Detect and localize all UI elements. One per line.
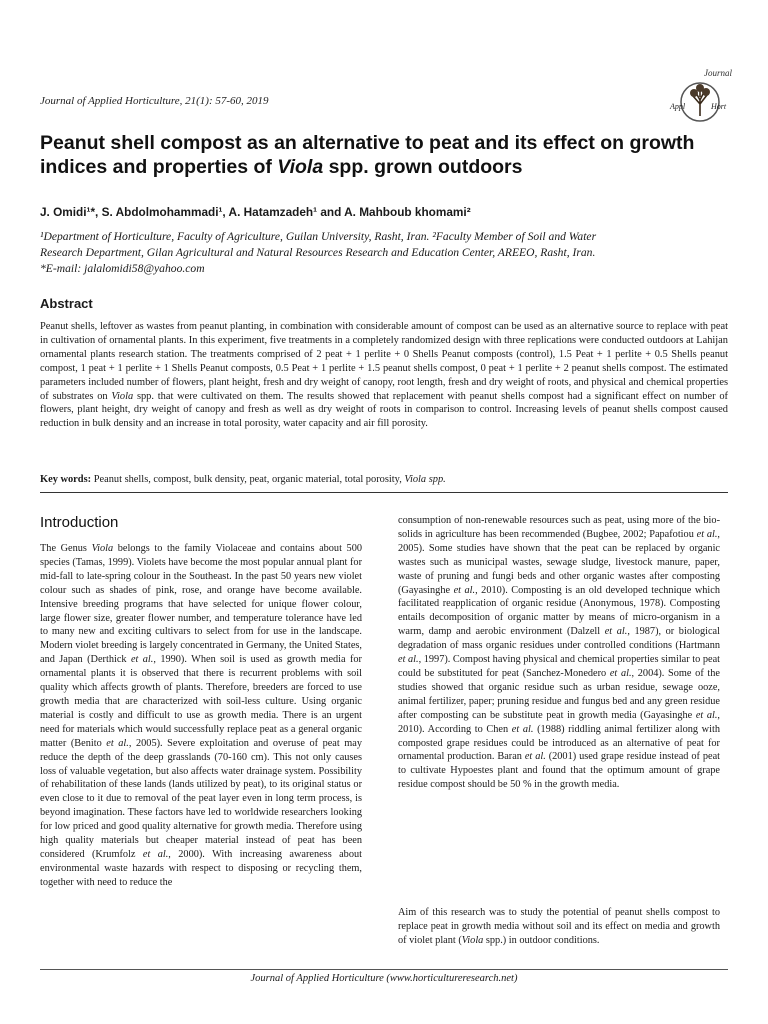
authors: J. Omidi¹*, S. Abdolmohammadi¹, A. Hatamzadeh¹ and A. Mahboub khomami² <box>40 205 471 219</box>
footer-divider <box>40 969 728 970</box>
journal-logo <box>664 66 732 126</box>
abstract-text: Peanut shells, leftover as wastes from peanut planting, in combination with considerable amount of compost can be used as an alternative source to replace with peat in cultivation of ornamental plants. In this experiment, five treatments in a completely randomized design with three replications were conducted outdoors at Lahijan ornamental plants research station. The treatments comprised of 2 peat + 1 perlite + 0 Shells Peanut composts (control), 1.5 Peat + 1 perlite + 0.5 Shells peanut compost, 1 peat + 1 perlite + 1 Shells Peanut composts, 0.5 Peat + 1 perlite + 1.5 peanut shells compost, 0 peat + 1 perlite + 2 peanut shells compost. The estimated parameters included number of flowers, plant height, fresh and dry weight of canopy, root length, fresh and dry weight of roots, and physical and chemical properties of substrates on Viola spp. that were cultivated on them. The results showed that replacement with peanut shells compost had a significant effect on number of flowers, plant height, dry weight of canopy and fresh as well as dry weight of roots in comparison to control. Increasing levels of peanut shells compost caused reduction in bulk density and an increase in total porosity, water capacity and air fill porosity. <box>40 321 728 430</box>
affiliation-line-1: ¹Department of Horticulture, Faculty of Agriculture, Guilan University, Rasht, Iran. ²Faculty Member of Soil and Water <box>40 230 597 243</box>
affiliation-line-2: Research Department, Gilan Agricultural and Natural Resources Research and Education Center, AREEO, Rasht, Iran. <box>40 246 596 259</box>
keywords: Key words: Peanut shells, compost, bulk density, peat, organic material, total porosity, Viola spp. <box>40 474 446 485</box>
affiliations <box>40 229 730 277</box>
corresponding-email: *E-mail: jalalomidi58@yahoo.com <box>40 262 205 275</box>
svg-text:Hort: Hort <box>711 102 727 111</box>
page-footer: Journal of Applied Horticulture (www.horticultureresearch.net) <box>250 973 518 984</box>
svg-text:Journal: Journal <box>704 68 732 78</box>
tree-icon <box>690 84 710 116</box>
journal-citation: Journal of Applied Horticulture, 21(1): 57-60, 2019 <box>40 95 269 107</box>
intro-aim-paragraph: Aim of this research was to study the potential of peanut shells compost to replace peat in growth media without soil and its effect on media and growth of violet plant (Viola spp.) in outdoor conditions. <box>398 907 720 946</box>
introduction-heading: Introduction <box>40 514 119 531</box>
intro-column-2: consumption of non-renewable resources such as peat, using more of the bio-solids in agriculture has been recommended (Bugbee, 2002; Papafotiou et al., 2005). Some studies have shown that the peat can be replaced by organic wastes such as municipal wastes, sewage sludge, livestock manure, paper, waste of pruning and fungi beds and other organic wastes after composting (Gayasinghe et al., 2010). Composting is an old developed technique which facilitated reapplication of organic residue (Anonymous, 1978). Composting entails decomposition of organic matter by means of micro-organism in a warm, damp and aerobic environment (Dalzell et al., 1987), or biological degradation of mass organic residues under controlled conditions (Hartmann et al., 1997). Compost having physical and chemical properties similar to peat could be substituted for peat (Sanchez-Monedero et al., 2004). Some of the studies showed that organic residue such as urban residue, sewage ooze, animal fertilizer, paper; pruning residue and fungus bed and any green residue after composting can be substitute peat in growth media (Gayasinghe et al., 2010). According to Chen et al. (1988) riddling animal fertilizer along with composted grape residues could be introduced as an alternative of peat for ornamental production. Baran et al. (2001) used grape residue instead of peat to cultivate Hypoestes plant and found that the optimum amount of grape residue compost should be 50 % in the growth media. <box>398 515 721 791</box>
section-divider <box>40 492 728 493</box>
intro-column-1: The Genus Viola belongs to the family Violaceae and contains about 500 species (Tamas, 1999). Violets have become the most popular annual plant for mid-fall to late-spring colour in the Southeast. In the past 50 years new violet colour such as shades of pink, rose, and orange have become available. Intensive breeding programs that have selected for unique flower colour, large flower size, greater flower number, and temperature tolerance have led to many new and exciting cultivars to select from for use in the landscape. Modern violet breeding is largely concentrated in Germany, the United States, and Japan (Derthick et al., 1990). When soil is used as growth media for ornamental plants it is observed that there is recurrent problems with soil quality which affects growth of plants. Therefore, breeders are forced to use growth media that are characterized with soil-less culture. Using organic material is costly and difficult to use as growth media. There is an urgent need for materials which would successfully replace peat as a general organic matter (Benito et al., 2005). Severe exploitation and overuse of peat may reduce the depth of the deep grasslands (70-160 cm). This not only causes loss of valuable vegetation, but also affects water drainage system. Possibility of rehabilitation of these lands (lands utilized by peat), to its original status or even close to it due to removal of the peat layer even in long term process, is beyond imagination. These factors have led to worldwide researchers looking for low priced and good quality alternative for growth media. Therefore using high quality materials but cheaper material instead of peat has been considered (Krumfolz et al., 2000). With increasing awareness about environmental waste hazards with respect to disposing or recycling them, together with need to reduce the <box>40 543 363 888</box>
abstract-heading: Abstract <box>40 296 93 311</box>
svg-text:Appl: Appl <box>670 102 686 111</box>
paper-title: Peanut shell compost as an alternative to peat and its effect on growth indices and properties of Viola spp. grown outdoors <box>40 132 695 178</box>
